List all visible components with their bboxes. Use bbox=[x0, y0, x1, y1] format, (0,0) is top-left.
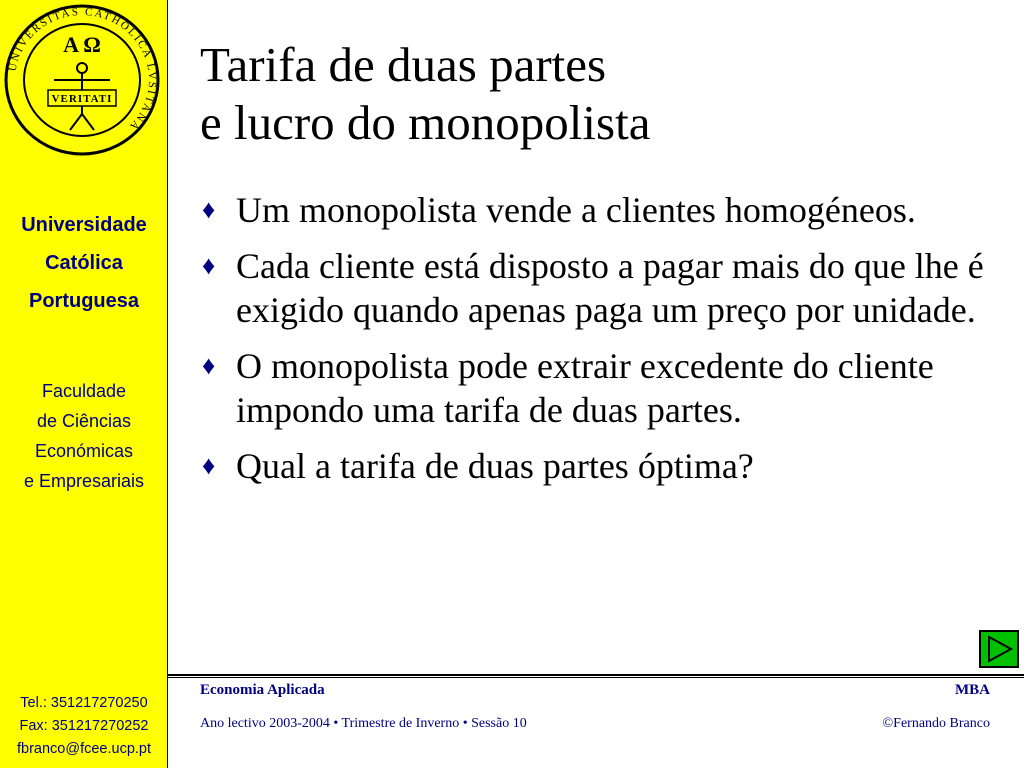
diamond-bullet-icon: ♦ bbox=[202, 351, 216, 380]
bullet-text: O monopolista pode extrair excedente do cliente impondo uma tarifa de duas partes. bbox=[236, 346, 934, 430]
slide-title-line: e lucro do monopolista bbox=[200, 95, 651, 150]
sidebar bbox=[0, 0, 168, 768]
university-name-line: Universidade bbox=[21, 214, 147, 236]
university-name-line: Católica bbox=[45, 252, 123, 274]
seal-ring-text: UNIVERSITAS CATHOLICA LVSITANA bbox=[6, 5, 159, 134]
email-address[interactable]: fbranco@fcee.ucp.pt bbox=[16, 741, 152, 757]
faculty-name-line: e Empresariais bbox=[23, 471, 145, 491]
footer-divider bbox=[168, 674, 1024, 676]
slide-title bbox=[200, 36, 650, 152]
bullet-item bbox=[200, 244, 1000, 332]
faculty-name bbox=[0, 376, 168, 496]
bullet-item bbox=[200, 444, 1000, 488]
bullet-list bbox=[200, 188, 1000, 500]
university-name bbox=[0, 206, 168, 320]
bullet-text: Um monopolista vende a clientes homogéneos. bbox=[236, 190, 916, 230]
course-name: Economia Aplicada bbox=[200, 682, 325, 698]
bullet-item bbox=[200, 188, 1000, 232]
bullet-text: Cada cliente está disposto a pagar mais do que lhe é exigido quando apenas paga um preço por unidade. bbox=[236, 246, 984, 330]
diamond-bullet-icon: ♦ bbox=[202, 251, 216, 280]
next-slide-button[interactable] bbox=[979, 630, 1019, 668]
bullet-item bbox=[200, 344, 1000, 432]
faculty-name-line: de Ciências bbox=[36, 411, 132, 431]
footer-divider bbox=[168, 677, 1024, 678]
play-arrow-icon bbox=[981, 632, 1017, 666]
university-seal-logo bbox=[2, 2, 162, 158]
seal-alpha-omega: A Ω bbox=[63, 32, 101, 57]
slide-title-line: Tarifa de duas partes bbox=[200, 37, 607, 92]
phone-number: Tel.: 351217270250 bbox=[20, 695, 148, 711]
bullet-text: Qual a tarifa de duas partes óptima? bbox=[236, 446, 754, 486]
faculty-name-line: Faculdade bbox=[41, 381, 127, 401]
university-name-line: Portuguesa bbox=[28, 290, 140, 312]
author-credit: ©Fernando Branco bbox=[882, 716, 990, 731]
diamond-bullet-icon: ♦ bbox=[202, 451, 216, 480]
session-info: Ano lectivo 2003-2004 • Trimestre de Inverno • Sessão 10 bbox=[200, 716, 527, 731]
diamond-bullet-icon: ♦ bbox=[202, 195, 216, 224]
program-name: MBA bbox=[955, 682, 990, 698]
fax-number: Fax: 351217270252 bbox=[19, 718, 149, 734]
contact-info bbox=[0, 692, 168, 761]
faculty-name-line: Económicas bbox=[34, 441, 134, 461]
seal-motto: VERITATI bbox=[51, 93, 113, 105]
